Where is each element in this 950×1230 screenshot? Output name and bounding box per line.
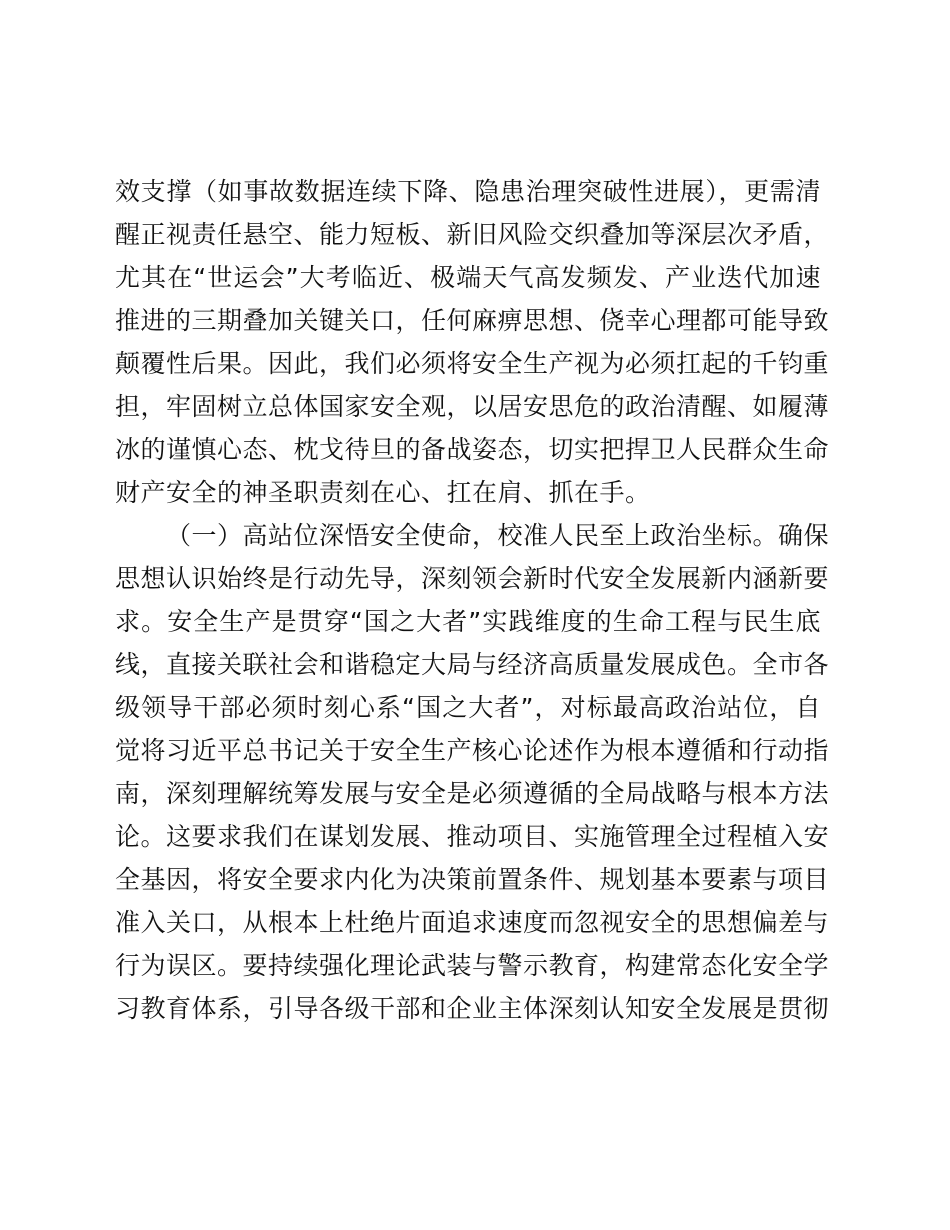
- text-line: 全基因，将安全要求内化为决策前置条件、规划基本要素与项目: [115, 865, 830, 894]
- text-line: 求。安全生产是贯穿“国之大者”实践维度的生命工程与民生底: [115, 607, 821, 636]
- text-line: 冰的谨慎心态、枕戈待旦的备战姿态，切实把捍卫人民群众生命: [115, 435, 830, 464]
- text-line: 行为误区。要持续强化理论武装与警示教育，构建常态化安全学: [115, 951, 830, 980]
- text-line: 级领导干部必须时刻心系“国之大者”，对标最高政治站位，自: [115, 693, 821, 722]
- text-line: 南，深刻理解统筹发展与安全是必须遵循的全局战略与根本方法: [115, 779, 830, 808]
- text-line: 效支撑（如事故数据连续下降、隐患治理突破性进展），更需清: [115, 177, 821, 206]
- text-line-section-heading: （一）高站位深悟安全使命，校准人民至上政治坐标。确保: [166, 521, 830, 550]
- text-line: 推进的三期叠加关键关口，任何麻痹思想、侥幸心理都可能导致: [115, 306, 830, 335]
- text-line: 线，直接关联社会和谐稳定大局与经济高质量发展成色。全市各: [115, 650, 830, 679]
- document-body: [115, 170, 830, 1030]
- paragraph-section-one: [115, 514, 830, 1030]
- text-line: 论。这要求我们在谋划发展、推动项目、实施管理全过程植入安: [115, 822, 830, 851]
- text-line: 习教育体系，引导各级干部和企业主体深刻认知安全发展是贯彻: [115, 994, 830, 1023]
- text-line: 思想认识始终是行动先导，深刻领会新时代安全发展新内涵新要: [115, 564, 830, 593]
- text-line: 颠覆性后果。因此，我们必须将安全生产视为必须扛起的千钧重: [115, 349, 830, 378]
- text-line: 尤其在“世运会”大考临近、极端天气高发频发、产业迭代加速: [115, 263, 821, 292]
- text-line: 醒正视责任悬空、能力短板、新旧风险交织叠加等深层次矛盾，: [115, 220, 830, 249]
- text-line: 财产安全的神圣职责刻在心、扛在肩、抓在手。: [115, 478, 651, 507]
- text-line: 觉将习近平总书记关于安全生产核心论述作为根本遵循和行动指: [115, 736, 830, 765]
- text-line: 准入关口，从根本上杜绝片面追求速度而忽视安全的思想偏差与: [115, 908, 830, 937]
- text-line: 担，牢固树立总体国家安全观，以居安思危的政治清醒、如履薄: [115, 392, 830, 421]
- paragraph-continuation: [115, 170, 830, 514]
